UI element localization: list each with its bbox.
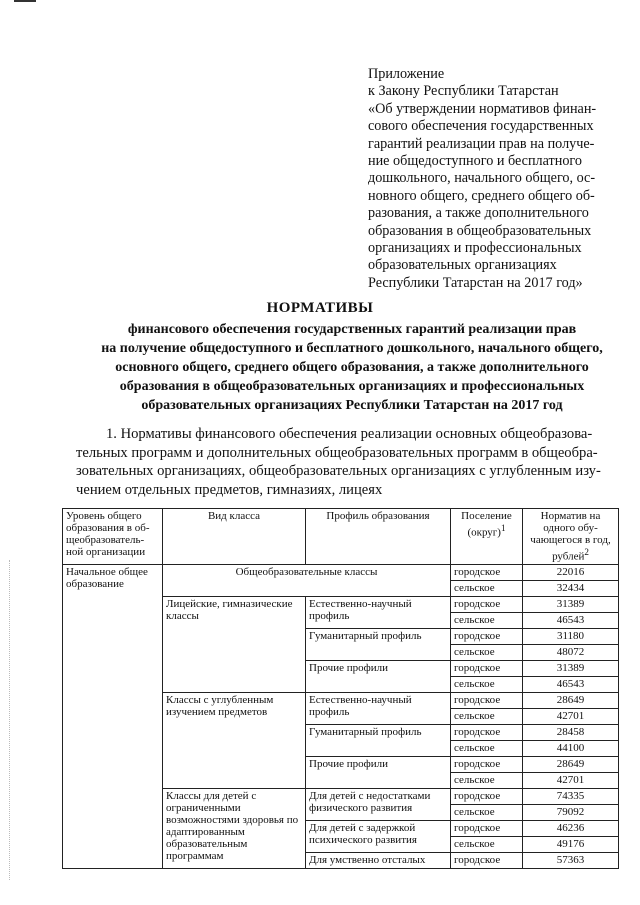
profile-cell: Прочие профили — [306, 661, 451, 693]
appendix-line: дошкольного, начального общего, ос- — [368, 170, 596, 187]
appendix-line: образовательных организациях — [368, 257, 557, 274]
profile-cell: Естественно-научный профиль — [306, 597, 451, 629]
subtitle-line: на получение общедоступного и бесплатного дошкольного, начального общего, — [101, 341, 603, 356]
profile-cell: Для детей с задержкой психического развития — [306, 821, 451, 853]
profile-cell: Естественно-научный профиль — [306, 693, 451, 725]
value-cell: 32434 — [523, 581, 619, 597]
intro-paragraph — [76, 425, 614, 499]
settlement-cell: городское — [451, 693, 523, 709]
settlement-cell: городское — [451, 661, 523, 677]
value-cell: 31180 — [523, 629, 619, 645]
value-cell: 46236 — [523, 821, 619, 837]
class-type-cell: Общеобразовательные классы — [163, 565, 451, 597]
value-cell: 42701 — [523, 773, 619, 789]
intro-line: 1. Нормативы финансового обеспечения реализации основных общеобразова- — [106, 426, 593, 442]
appendix-line: ние общедоступного и бесплатного — [368, 153, 582, 170]
settlement-cell: городское — [451, 565, 523, 581]
appendix-line: гарантий реализации прав на получе- — [368, 135, 595, 152]
value-cell: 31389 — [523, 661, 619, 677]
subtitle-line: образования в общеобразовательных организациях и профессиональных — [119, 379, 585, 394]
appendix-line: Приложение — [368, 66, 445, 82]
appendix-line: разования, а также дополнительного — [368, 205, 589, 222]
value-cell: 49176 — [523, 837, 619, 853]
settlement-cell: сельское — [451, 613, 523, 629]
value-cell: 79092 — [523, 805, 619, 821]
header-class-type: Вид класса — [163, 509, 306, 565]
profile-cell: Гуманитарный профиль — [306, 629, 451, 661]
subtitle-line: основного общего, среднего общего образования, а также дополнительного — [115, 360, 589, 375]
profile-cell: Гуманитарный профиль — [306, 725, 451, 757]
settlement-cell: сельское — [451, 645, 523, 661]
appendix-line: новного общего, среднего общего об- — [368, 187, 595, 204]
subtitle-line: финансового обеспечения государственных гарантий реализации прав — [127, 322, 577, 337]
value-cell: 42701 — [523, 709, 619, 725]
appendix-note — [368, 66, 615, 292]
intro-line: зовательных организациях, общеобразовательных организациях с углубленным изу- — [76, 463, 601, 480]
value-cell: 44100 — [523, 741, 619, 757]
appendix-line: к Закону Республики Татарстан — [368, 83, 559, 100]
value-cell: 48072 — [523, 645, 619, 661]
settlement-cell: сельское — [451, 581, 523, 597]
appendix-line: образования в общеобразовательных — [368, 222, 592, 239]
normatives-table — [62, 508, 619, 869]
scan-edge-dots — [9, 560, 11, 880]
intro-line: тельных программ и дополнительных общеобразовательных программ в общеобра- — [76, 444, 598, 461]
header-normative-label: Норматив на одного обу-чающегося в год, рублей — [530, 510, 611, 563]
settlement-cell: городское — [451, 853, 523, 869]
level-cell: Начальное общее образование — [63, 565, 163, 869]
value-cell: 74335 — [523, 789, 619, 805]
profile-cell: Для умственно отсталых — [306, 853, 451, 869]
profile-cell: Прочие профили — [306, 757, 451, 789]
appendix-line: Республики Татарстан на 2017 год» — [368, 274, 583, 291]
footnote-mark: 2 — [584, 547, 589, 557]
settlement-cell: сельское — [451, 805, 523, 821]
class-type-cell: Классы для детей с ограниченными возможностями здоровья по адаптированным образовательным программам — [163, 789, 306, 869]
value-cell: 22016 — [523, 565, 619, 581]
settlement-cell: городское — [451, 725, 523, 741]
value-cell: 28649 — [523, 757, 619, 773]
intro-line: чением отдельных предметов, гимназиях, лицеях — [76, 481, 383, 498]
top-edge-mark — [14, 0, 36, 2]
header-normative — [523, 509, 619, 565]
settlement-cell: городское — [451, 629, 523, 645]
document-title: НОРМАТИВЫ — [266, 300, 374, 316]
header-profile: Профиль образования — [306, 509, 451, 565]
header-settlement — [451, 509, 523, 565]
footnote-mark: 1 — [500, 523, 506, 533]
table-header-row — [63, 509, 619, 565]
header-level: Уровень общего образования в об-щеобразователь-ной организации — [63, 509, 163, 565]
settlement-cell: городское — [451, 757, 523, 773]
value-cell: 28649 — [523, 693, 619, 709]
settlement-cell: сельское — [451, 741, 523, 757]
settlement-cell: сельское — [451, 709, 523, 725]
class-type-cell: Классы с углубленным изучением предметов — [163, 693, 306, 789]
appendix-line: сового обеспечения государственных — [368, 118, 594, 135]
settlement-cell: городское — [451, 597, 523, 613]
profile-cell: Для детей с недостатками физического развития — [306, 789, 451, 821]
settlement-cell: сельское — [451, 677, 523, 693]
table-row — [63, 565, 619, 581]
value-cell: 46543 — [523, 677, 619, 693]
document-subtitle — [90, 320, 614, 415]
appendix-line: «Об утверждении нормативов финан- — [368, 100, 597, 117]
value-cell: 57363 — [523, 853, 619, 869]
value-cell: 31389 — [523, 597, 619, 613]
value-cell: 46543 — [523, 613, 619, 629]
subtitle-line: образовательных организациях Республики Татарстан на 2017 год — [141, 398, 563, 413]
class-type-cell: Лицейские, гимназические классы — [163, 597, 306, 693]
appendix-line: организациях и профессиональных — [368, 240, 582, 257]
settlement-cell: городское — [451, 821, 523, 837]
header-settlement-label: Поселение (округ) — [461, 510, 512, 539]
value-cell: 28458 — [523, 725, 619, 741]
settlement-cell: сельское — [451, 773, 523, 789]
settlement-cell: сельское — [451, 837, 523, 853]
settlement-cell: городское — [451, 789, 523, 805]
